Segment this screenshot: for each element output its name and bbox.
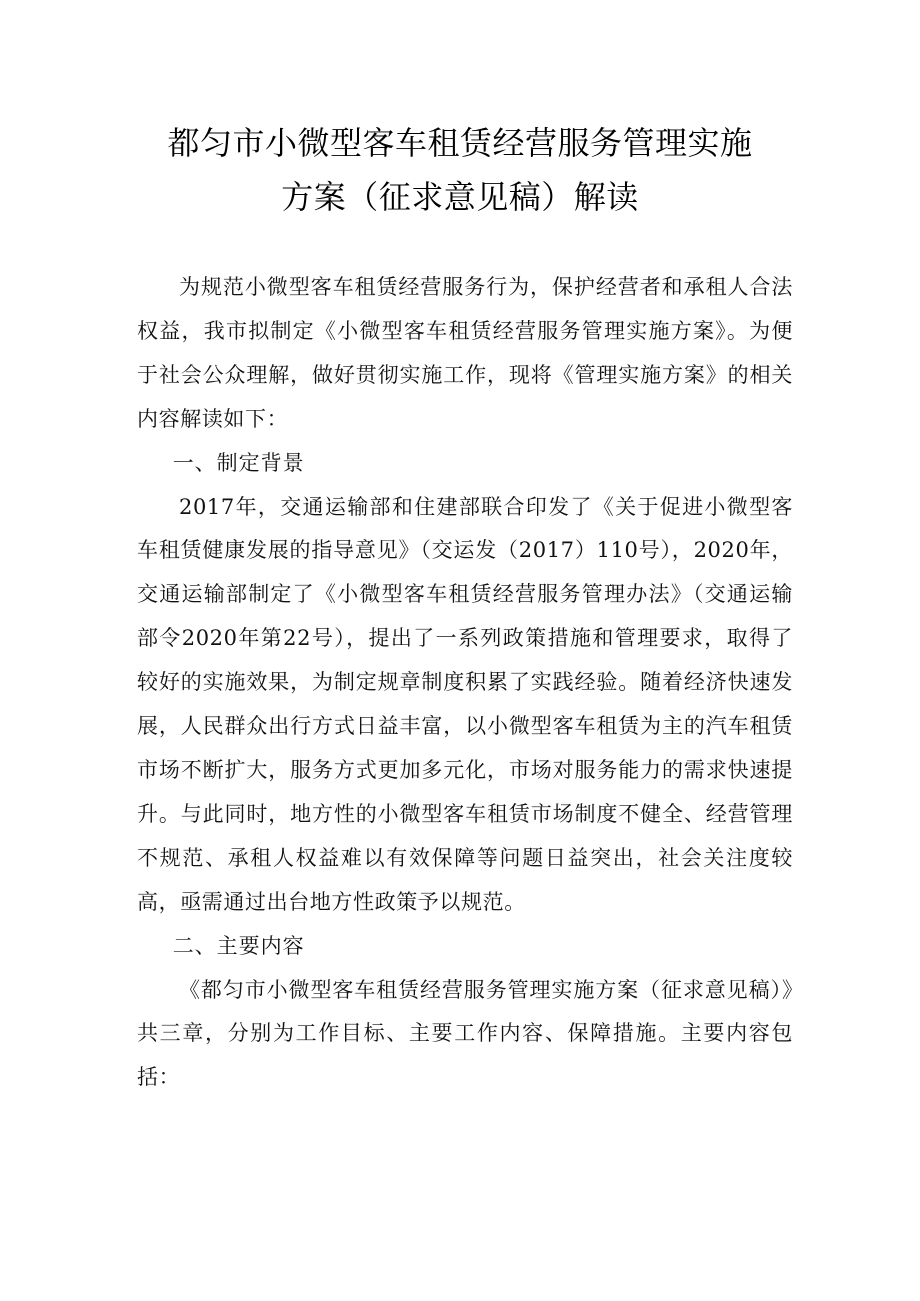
document-title xyxy=(0,116,920,224)
background-paragraph: 2017年，交通运输部和住建部联合印发了《关于促进小微型客车租赁健康发展的指导意见》（交运发（2017）110号），2020年，交通运输部制定了《小微型客车租赁经营服务管理办法》（交通运输部令2020年第22号），提出了一系列政策措施和管理要求，取得了较好的实施效果，为制定规章制度积累了实践经验。随着经济快速发展，人民群众出行方式日益丰富，以小微型客车租赁为主的汽车租赁市场不断扩大，服务方式更加多元化，市场对服务能力的需求快速提升。与此同时，地方性的小微型客车租赁市场制度不健全、经营管理不规范、承租人权益难以有效保障等问题日益突出，社会关注度较高，亟需通过出台地方性政策予以规范。 xyxy=(137,494,793,914)
section-heading-background: 一、制定背景 xyxy=(172,450,305,475)
title-line-1: 都匀市小微型客车租赁经营服务管理实施 xyxy=(167,124,753,162)
intro-paragraph: 为规范小微型客车租赁经营服务行为，保护经营者和承租人合法权益，我市拟制定《小微型客车租赁经营服务管理实施方案》。为便于社会公众理解，做好贯彻实施工作，现将《管理实施方案》的相关内容解读如下： xyxy=(137,275,793,431)
document-body xyxy=(137,266,793,1100)
title-line-2: 方案（征求意见稿）解读 xyxy=(281,178,639,216)
section-heading-main-content: 二、主要内容 xyxy=(172,933,305,958)
main-content-paragraph: 《都匀市小微型客车租赁经营服务管理实施方案（征求意见稿）》共三章，分别为工作目标、主要工作内容、保障措施。主要内容包括： xyxy=(137,977,793,1090)
